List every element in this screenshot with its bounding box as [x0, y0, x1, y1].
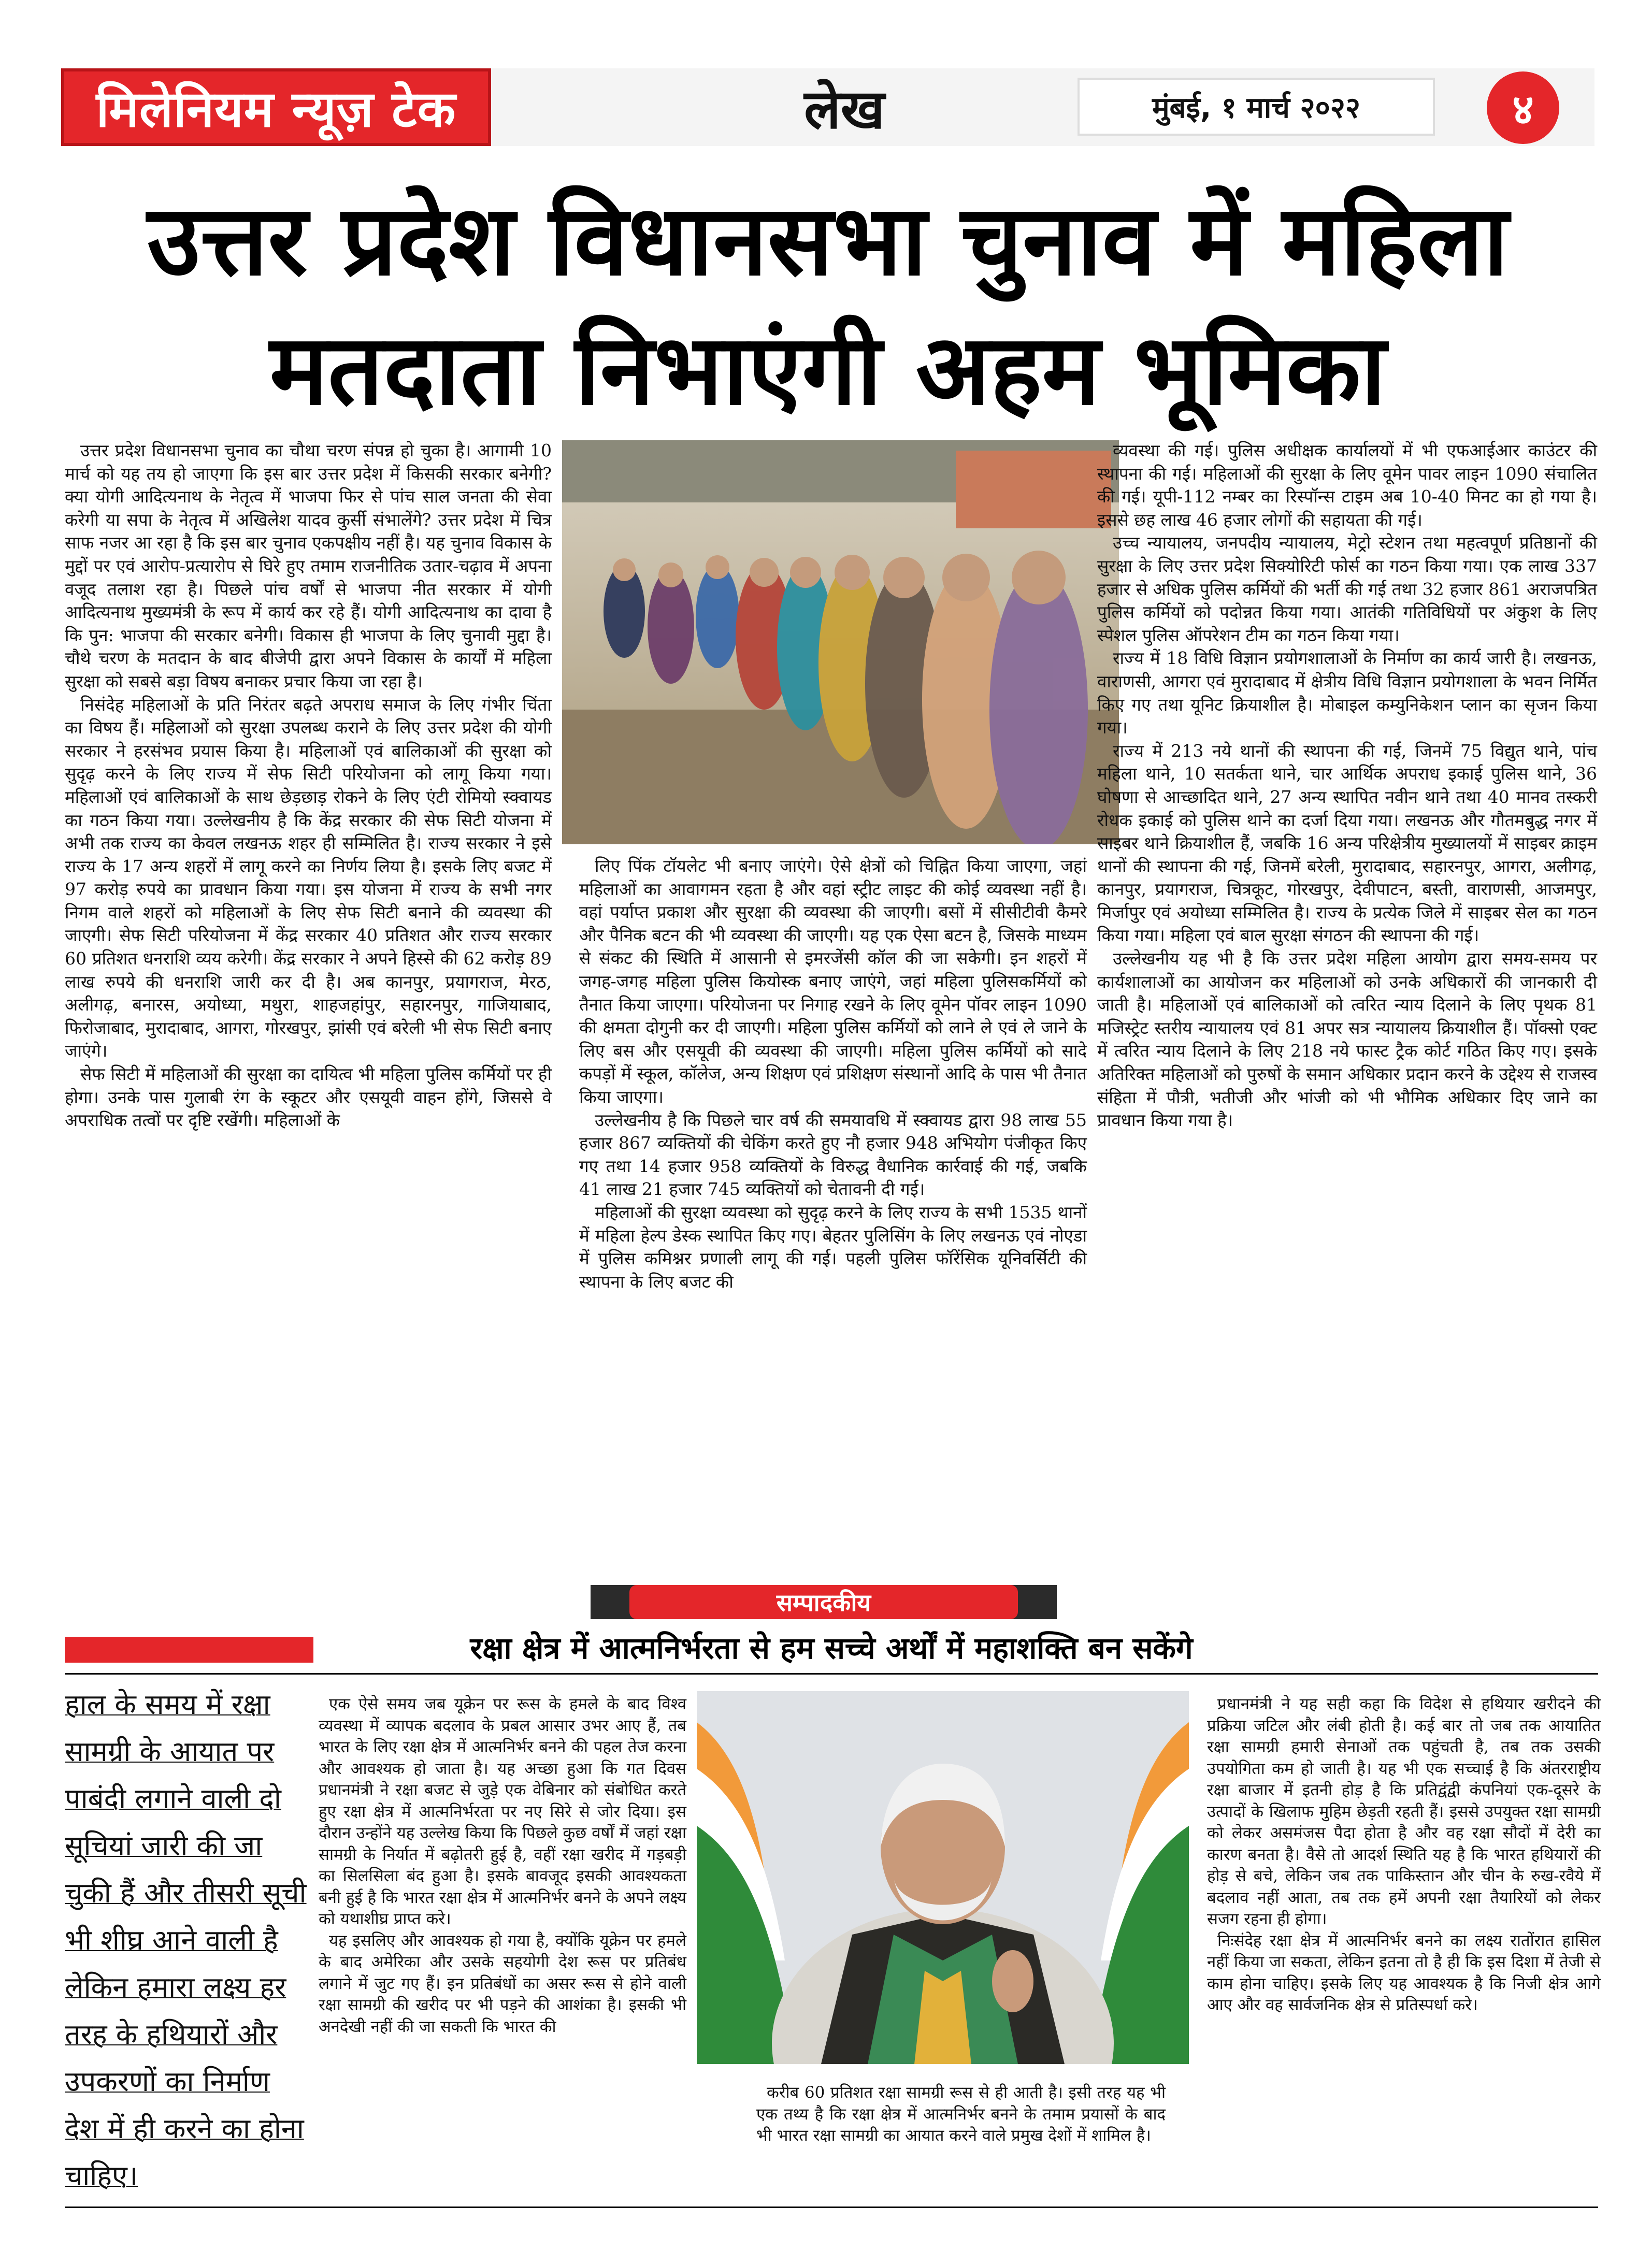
photo-prime-minister-speaking	[697, 1691, 1189, 2064]
headline-line-1: उत्तर प्रदेश विधानसभा चुनाव में महिला	[147, 184, 1509, 297]
editorial-paragraph: निःसंदेह रक्षा क्षेत्र में आत्मनिर्भर बनने का लक्ष्य रातोंरात हासिल नहीं किया जा सकता, लेकिन इतना तो है ही कि इस दिशा में तेजी से काम होना चाहिए। इसके लिए यह आवश्यक है कि निजी क्षेत्र आगे आए और वह सार्वजनिक क्षेत्र से प्रतिस्पर्धा करे।	[1207, 1931, 1601, 2014]
article-column-3	[1097, 439, 1597, 1132]
article-column-1	[65, 439, 552, 1132]
photo-women-voters-queue	[562, 440, 1119, 844]
editorial-paragraph: करीब 60 प्रतिशत रक्षा सामग्री रूस से ही आती है। इसी तरह यह भी एक तथ्य है कि रक्षा क्षेत्र में आत्मनिर्भर बनने के तमाम प्रयासों के बाद भी भारत रक्षा सामग्री का आयात करने वाले प्रमुख देशों में शामिल है।	[756, 2083, 1166, 2145]
article-paragraph: सेफ सिटी में महिलाओं की सुरक्षा का दायित्व भी महिला पुलिस कर्मियों पर ही होगा। उनके पास गुलाबी रंग के स्कूटर और एसयूवी वाहन होंगे, जिससे वे अपराधिक तत्वों पर दृष्टि रखेंगी। महिलाओं के	[65, 1064, 552, 1131]
article-paragraph: राज्य में 18 विधि विज्ञान प्रयोगशालाओं के निर्माण का कार्य जारी है। लखनऊ, वाराणसी, आगरा एवं मुरादाबाद में क्षेत्रीय विधि विज्ञान प्रयोगशाला के भवन निर्मित किए गए तथा यूनिट क्रियाशील है। मोबाइल कम्युनिकेशन प्लान का सृजन किया गया।	[1097, 648, 1597, 738]
article-paragraph: व्यवस्था की गई। पुलिस अधीक्षक कार्यालयों में भी एफआईआर काउंटर की स्थापना की गई। महिलाओं की सुरक्षा के लिए वूमेन पावर लाइन 1090 संचालित की गई। यूपी-112 नम्बर का रिस्पॉन्स टाइम अब 10-40 मिनट का हो गया है। इससे छह लाख 46 हजार लोगों की सहायता की गई।	[1097, 440, 1597, 530]
editorial-column-1	[319, 1694, 686, 2038]
article-column-2	[579, 855, 1087, 1293]
page-bottom-rule	[65, 2207, 1598, 2208]
newspaper-brand: मिलेनियम न्यूज़ टेक	[61, 68, 491, 146]
page-number: ४	[1487, 71, 1559, 144]
voters-photo-illustration	[562, 440, 1119, 844]
editorial-column-3	[1207, 1694, 1601, 2016]
editorial-label: सम्पादकीय	[629, 1585, 1018, 1619]
editorial-paragraph: एक ऐसे समय जब यूक्रेन पर रूस के हमले के बाद विश्व व्यवस्था में व्यापक बदलाव के प्रबल आसार उभर आए हैं, तब भारत के लिए रक्षा क्षेत्र में आत्मनिर्भर बनने की पहल तेज करना और आवश्यक हो जाता है। यह अच्छा हुआ कि गत दिवस प्रधानमंत्री ने रक्षा बजट से जुड़े एक वेबिनार को संबोधित करते हुए रक्षा क्षेत्र में आत्मनिर्भरता पर नए सिरे से जोर दिया। इस दौरान उन्होंने यह उल्लेख किया कि पिछले कुछ वर्षों में जहां रक्षा सामग्री के निर्यात में बढ़ोतरी हुई है, वहीं रक्षा खरीद में गड़बड़ी का सिलसिला बंद हुआ है। इसके बावजूद इसकी आवश्यकता बनी हुई है कि भारत रक्षा क्षेत्र में आत्मनिर्भर बनने के अपने लक्ष्य को यथाशीघ्र प्राप्त करे।	[319, 1695, 686, 1928]
editorial-paragraph: यह इसलिए और आवश्यक हो गया है, क्योंकि यूक्रेन पर हमले के बाद अमेरिका और उसके सहयोगी देश रूस पर प्रतिबंध लगाने में जुट गए हैं। इन प्रतिबंधों का असर रूस से होने वाली रक्षा सामग्री की खरीद पर भी पड़ने की आशंका है। इसकी भी अनदेखी नहीं की जा सकती कि भारत की	[319, 1931, 686, 2036]
article-paragraph: निसंदेह महिलाओं के प्रति निरंतर बढ़ते अपराध समाज के लिए गंभीर चिंता का विषय हैं। महिलाओं को सुरक्षा उपलब्ध कराने के लिए उत्तर प्रदेश की योगी सरकार ने हरसंभव प्रयास किया है। महिलाओं एवं बालिकाओं की सुरक्षा को सुदृढ़ करने के लिए राज्य में सेफ सिटी परियोजना को लागू किया गया। महिलाओं एवं बालिकाओं के साथ छेड़छाड़ रोकने के लिए एंटी रोमियो स्क्वायड का गठन किया गया। उल्लेखनीय है कि केंद्र सरकार की सेफ सिटी योजना में अभी तक राज्य का केवल लखनऊ शहर ही सम्मिलित है। राज्य सरकार ने इसे राज्य के 17 अन्य शहरों में लागू करने का निर्णय लिया है। इसके लिए बजट में 97 करोड़ रुपये का प्रावधान किया गया। इस योजना में राज्य के सभी नगर निगम वाले शहरों को महिलाओं के लिए सेफ सिटी बनाने की व्यवस्था की जाएगी। सेफ सिटी परियोजना में केंद्र सरकार 40 प्रतिशत और राज्य सरकार 60 प्रतिशत धनराशि व्यय करेगी। केंद्र सरकार ने अपने हिस्से की 62 करोड़ 89 लाख रुपये की धनराशि जारी कर दी है। अब कानपुर, प्रयागराज, मेरठ, अलीगढ़, बनारस, अयोध्या, मथुरा, शाहजहांपुर, सहारनपुर, गाजियाबाद, फिरोजाबाद, मुरादाबाद, आगरा, गोरखपुर, झांसी एवं बरेली भी सेफ सिटी बनाए जाएंगे।	[65, 694, 552, 1061]
editorial-column-2	[756, 2082, 1166, 2147]
dateline: मुंबई, १ मार्च २०२२	[1078, 78, 1435, 136]
editorial-divider	[65, 1673, 1598, 1675]
pullquote-text: हाल के समय में रक्षा सामग्री के आयात पर पाबंदी लगाने वाली दो सूचियां जारी की जा चुकी हैं और तीसरी सूची भी शीघ्र आने वाली है लेकिन हमारा लक्ष्य हर तरह के हथियारों और उपकरणों का निर्माण देश में ही करने का होना चाहिए।	[65, 1688, 307, 2192]
article-paragraph: महिलाओं की सुरक्षा व्यवस्था को सुदृढ़ करने के लिए राज्य के सभी 1535 थानों में महिला हेल्प डेस्क स्थापित किए गए। बेहतर पुलिसिंग के लिए लखनऊ एवं नोएडा में पुलिस कमिश्नर प्रणाली लागू की गई। पहली पुलिस फॉरेंसिक यूनिवर्सिटी की स्थापना के लिए बजट की	[579, 1202, 1087, 1292]
article-paragraph: उच्च न्यायालय, जनपदीय न्यायालय, मेट्रो स्टेशन तथा महत्वपूर्ण प्रतिष्ठानों की सुरक्षा के लिए उत्तर प्रदेश सिक्योरिटी फोर्स का गठन किया गया। एक लाख 337 हजार से अधिक पुलिस कर्मियों की भर्ती की गई तथा 32 हजार 861 अराजपत्रित पुलिस कर्मियों को पदोन्नत किया गया। आतंकी गतिविधियों पर अंकुश के लिए स्पेशल पुलिस ऑपरेशन टीम का गठन किया गया।	[1097, 532, 1597, 645]
headline-line-2: मतदाता निभाएंगी अहम भूमिका	[269, 313, 1386, 427]
article-paragraph: उत्तर प्रदेश विधानसभा चुनाव का चौथा चरण संपन्न हो चुका है। आगामी 10 मार्च को यह तय हो जाएगा कि इस बार उत्तर प्रदेश में किसकी सरकार बनेगी? क्या योगी आदित्यनाथ के नेतृत्व में भाजपा फिर से पांच साल जनता की सेवा करेगी या सपा के नेतृत्व में अखिलेश यादव कुर्सी संभालेंगे? उत्तर प्रदेश में चित्र साफ नजर आ रहा है कि इस बार चुनाव एकपक्षीय नहीं है। यह चुनाव विकास के मुद्दों पर एवं आरोप-प्रत्यारोप से घिरे हुए तमाम राजनीतिक उतार-चढ़ाव में अपना वजूद तलाश रहा है। पिछले पांच वर्षों से भाजपा नीत सरकार में योगी आदित्यनाथ मुख्यमंत्री के रूप में कार्य कर रहे हैं। योगी आदित्यनाथ का दावा है कि पुन: भाजपा की सरकार बनेगी। विकास ही भाजपा के लिए चुनावी मुद्दा है। चौथे चरण के मतदान के बाद बीजेपी द्वारा अपने विकास के कार्यों में महिला सुरक्षा को सबसे बड़ा विषय बनाकर प्रचार किया जा रहा है।	[65, 440, 552, 691]
article-paragraph: राज्य में 213 नये थानों की स्थापना की गई, जिनमें 75 विद्युत थाने, पांच महिला थाने, 10 सतर्कता थाने, चार आर्थिक अपराध इकाई पुलिस थाने, 36 घोषणा से आच्छादित थाने, 27 अन्य स्थापित नवीन थाने तथा 40 मानव तस्करी रोधक इकाई को पुलिस थाने का दर्जा दिया गया। लखनऊ और गौतमबुद्ध नगर में साइबर थाने क्रियाशील हैं, जबकि 16 अन्य परिक्षेत्रीय मुख्यालयों में साइबर क्राइम थानों की स्थापना की गई, जिनमें बरेली, मुरादाबाद, सहारनपुर, आगरा, अलीगढ़, कानपुर, प्रयागराज, चित्रकूट, गोरखपुर, देवीपाटन, बस्ती, वाराणसी, आजमपुर, मिर्जापुर एवं अयोध्या सम्मिलित है। राज्य के प्रत्येक जिले में साइबर सेल का गठन किया गया। महिला एवं बाल सुरक्षा संगठन की स्थापना की गई।	[1097, 740, 1597, 946]
speaker-photo-illustration	[697, 1691, 1189, 2064]
section-name: लेख	[804, 77, 885, 141]
article-paragraph: उल्लेखनीय यह भी है कि उत्तर प्रदेश महिला आयोग द्वारा समय-समय पर कार्यशालाओं का आयोजन कर महिलाओं को उनके अधिकारों की जानकारी दी जाती है। महिलाओं एवं बालिकाओं को त्वरित न्याय दिलाने के लिए पृथक 81 मजिस्ट्रेट स्तरीय न्यायालय एवं 81 अपर सत्र न्यायालय क्रियाशील हैं। पॉक्सो एक्ट में त्वरित न्याय दिलाने के लिए 218 नये फास्ट ट्रैक कोर्ट गठित किए गए। इसके अतिरिक्त महिलाओं को पुरुषों के समान अधिकार प्रदान करने के उद्देश्य से राजस्व संहिता में पौत्री, भतीजी और भांजी को भी भौमिक अधिकार दिए जाने का प्रावधान किया गया है।	[1097, 948, 1597, 1131]
editorial-title: रक्षा क्षेत्र में आत्मनिर्भरता से हम सच्चे अर्थों में महाशक्ति बन सकेंगे	[470, 1631, 1193, 1666]
headline	[61, 176, 1594, 435]
editorial-paragraph: प्रधानमंत्री ने यह सही कहा कि विदेश से हथियार खरीदने की प्रक्रिया जटिल और लंबी होती है। कई बार तो जब तक आयातित रक्षा सामग्री हमारी सेनाओं तक पहुंचती है, तब तक उसकी उपयोगिता कम हो जाती है। यह भी एक सच्चाई है कि अंतरराष्ट्रीय रक्षा बाजार में इतनी होड़ है कि प्रतिद्वंद्वी कंपनियां एक-दूसरे के उत्पादों के खिलाफ मुहिम छेड़ती रहती हैं। इससे उपयुक्त रक्षा सामग्री को लेकर असमंजस पैदा होता है और वह रक्षा सौदों में देरी का कारण बनता है। वैसे तो आदर्श स्थिति यह है कि भारत हथियारों की होड़ से बचे, लेकिन जब तक पाकिस्तान और चीन के रुख-रवैये में बदलाव नहीं आता, तब तक हमें अपनी रक्षा तैयारियों को लेकर सजग रहना ही होगा।	[1207, 1695, 1601, 1928]
article-paragraph: लिए पिंक टॉयलेट भी बनाए जाएंगे। ऐसे क्षेत्रों को चिह्नित किया जाएगा, जहां महिलाओं का आवागमन रहता है और वहां स्ट्रीट लाइट की कोई व्यवस्था नहीं है। वहां पर्याप्त प्रकाश और सुरक्षा की व्यवस्था की जाएगी। बसों में सीसीटीवी कैमरे और पैनिक बटन की भी व्यवस्था की जाएगी। यह एक ऐसा बटन है, जिसके माध्यम से संकट की स्थिति में आसानी से इमरजेंसी कॉल की जा सकेगी। इन शहरों में जगह-जगह महिला पुलिस कियोस्क बनाए जाएंगे, जहां महिला पुलिसकर्मियों को तैनात किया जाएगा। परियोजना पर निगाह रखने के लिए वूमेन पॉवर लाइन 1090 की क्षमता दोगुनी कर दी जाएगी। महिला पुलिस कर्मियों को लाने ले एवं ले जाने के लिए बस और एसयूवी की व्यवस्था की जाएगी। महिला पुलिस कर्मियों को सादे कपड़ों में स्कूल, कॉलेज, अन्य शिक्षण एवं प्रशिक्षण संस्थानों आदि के पास भी तैनात किया जाएगा।	[579, 856, 1087, 1107]
article-paragraph: उल्लेखनीय है कि पिछले चार वर्ष की समयावधि में स्क्वायड द्वारा 98 लाख 55 हजार 867 व्यक्तियों की चेकिंग करते हुए नौ हजार 948 अभियोग पंजीकृत किए गए तथा 14 हजार 958 व्यक्तियों के विरुद्ध वैधानिक कार्रवाई की गई, जबकि 41 लाख 21 हजार 745 व्यक्तियों को चेतावनी दी गई।	[579, 1109, 1087, 1200]
editorial-pullquote	[65, 1681, 308, 2199]
